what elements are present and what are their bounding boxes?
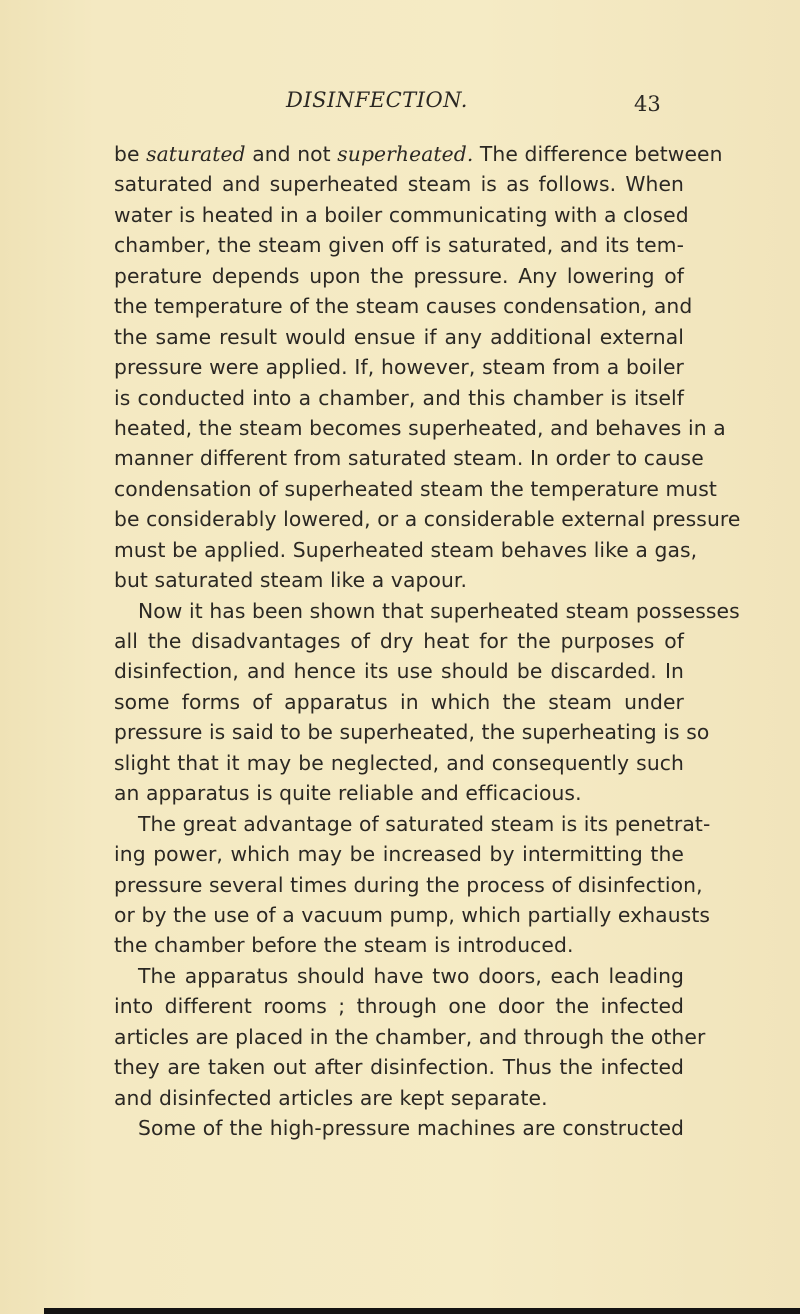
text-line: must be applied. Superheated steam behaves like a gas, <box>114 537 698 562</box>
text-line: an apparatus is quite reliable and efficacious. <box>114 781 582 806</box>
text-line: the temperature of the steam causes condensation, and <box>114 294 693 319</box>
text-line: some forms of apparatus in which the steam under <box>114 689 684 714</box>
italic-term-saturated: saturated <box>146 142 246 166</box>
text-line: pressure is said to be superheated, the superheating is so <box>114 720 710 745</box>
text-line: ing power, which may be increased by intermitting the <box>114 842 684 867</box>
text-line: condensation of superheated steam the temperature must <box>114 476 717 501</box>
text-line: or by the use of a vacuum pump, which partially exhausts <box>114 902 711 927</box>
text-word: be <box>114 142 140 166</box>
text-line: but saturated steam like a vapour. <box>114 568 468 593</box>
text-line: pressure were applied. If, however, steam from a boiler <box>114 355 684 380</box>
text-line: heated, the steam becomes superheated, and behaves in a <box>114 415 726 440</box>
text-word: and not <box>252 142 331 166</box>
text-line: Some of the high-pressure machines are constructed <box>138 1116 684 1140</box>
text-line: The great advantage of saturated steam is its penetrat- <box>138 811 711 836</box>
text-line: saturated and superheated steam is as follows. When <box>114 172 684 197</box>
text-line: they are taken out after disinfection. Thus the infected <box>114 1055 684 1080</box>
text-line: all the disadvantages of dry heat for the purposes of <box>114 629 684 653</box>
text-line: perature depends upon the pressure. Any lowering of <box>114 263 684 288</box>
text-line: Now it has been shown that superheated steam possesses <box>138 598 740 623</box>
italic-term-superheated: superheated. <box>337 142 474 166</box>
text-line: disinfection, and hence its use should be discarded. In <box>114 659 684 684</box>
text-line: be considerably lowered, or a considerable external pressure <box>114 507 741 532</box>
text-line: chamber, the steam given off is saturated, and its tem- <box>114 233 684 258</box>
text-line: is conducted into a chamber, and this chamber is itself <box>114 385 684 410</box>
text-line: pressure several times during the process of disinfection, <box>114 872 703 897</box>
text-line: The apparatus should have two doors, each leading <box>138 963 684 988</box>
text-line: and disinfected articles are kept separate. <box>114 1085 548 1110</box>
page-bottom-edge <box>44 1308 800 1314</box>
text-line <box>114 139 723 169</box>
running-head: DISINFECTION. <box>286 88 468 112</box>
text-line: manner different from saturated steam. In order to cause <box>114 446 704 471</box>
page-number: 43 <box>634 92 661 116</box>
text-line: into different rooms ; through one door the infected <box>114 994 684 1019</box>
text-line: slight that it may be neglected, and consequently such <box>114 750 684 775</box>
text-line: the chamber before the steam is introduced. <box>114 933 574 958</box>
text-line: the same result would ensue if any additional external <box>114 324 684 349</box>
text-line: articles are placed in the chamber, and through the other <box>114 1024 706 1049</box>
text-line: water is heated in a boiler communicating with a closed <box>114 202 689 227</box>
body-text <box>114 139 741 1143</box>
text-word: The difference between <box>479 142 723 166</box>
